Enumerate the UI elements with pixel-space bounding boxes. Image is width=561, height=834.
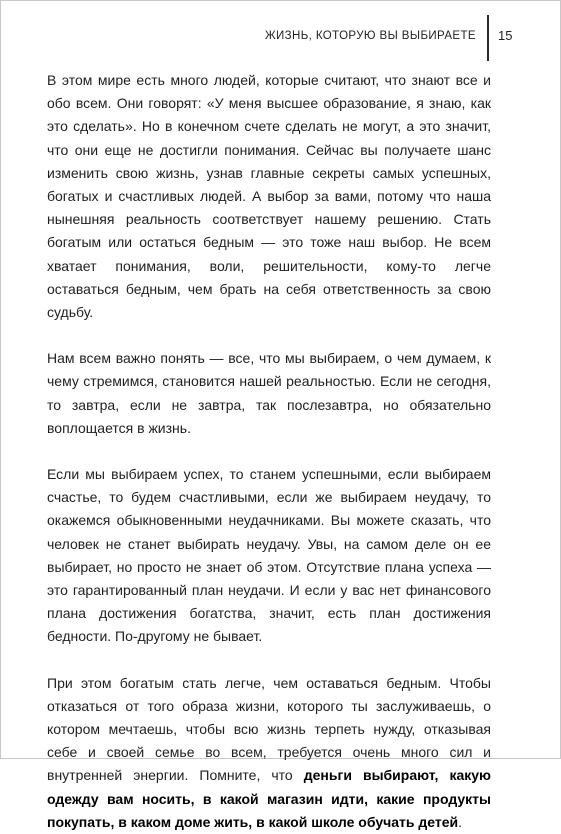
page-number: 15 [498, 28, 513, 43]
running-title: ЖИЗНЬ, КОТОРУЮ ВЫ ВЫБИРАЕТЕ [264, 30, 476, 42]
running-head [1, 21, 561, 53]
paragraph-4-intro: При этом богатым стать легче, чем оставаться бедным. Чтобы отказаться от того образа жизни, которого ты заслуживаешь, о котором мечтаешь, чтобы всю жизнь терпеть нужду, отказывая себе и своей семье во всем, требуется очень много сил и внутренней энергии. Помните, что [47, 674, 491, 784]
paragraph-4-end: . [458, 813, 463, 830]
paragraph-2: Нам всем важно понять — все, что мы выбираем, о чем думаем, к чему стремимся, становится нашей реальностью. Если не сегодня, то завтра, если не завтра, так послезавтра, но обязательно воплощается в жизнь. [47, 350, 491, 436]
paragraph-4 [47, 672, 491, 834]
paragraph-1: В этом мире есть много людей, которые считают, что знают все и обо всем. Они говорят: «У меня высшее образование, я знаю, как это сделать». Но в конечном счете сделать не могут, а это значит, что они еще не достигли понимания. Сейчас вы получаете шанс изменить свою жизнь, узнав главные секреты самых успешных, богатых и счастливых людей. А выбор за вами, потому что наша нынешняя реальность соответствует нашему решению. Стать богатым или остаться бедным — это тоже наш выбор. Не всем хватает понимания, воли, решительности, кому-то легче оставаться бедным, чем брать на себя ответственность за свою судьбу. [47, 72, 491, 321]
paragraph-4-emphasis: деньги выбирают, какую одежду вам носить, в какой магазин идти, какие продукты покупать, в каком доме жить, в какой школе обучать детей [47, 767, 491, 830]
header-divider [487, 15, 489, 61]
paragraph-3: Если мы выбираем успех, то станем успешными, если выбираем счастье, то будем счастливыми, если же выбираем неудачу, то окажемся обыкновенными неудачниками. Вы можете сказать, что человек не станет выбирать неудачу. Увы, на самом деле он ее выбирает, но просто не знает об этом. Отсутствие плана успеха — это гарантированный план неудачи. И если у вас нет финансового плана достижения богатства, значит, есть план достижения бедности. По-другому не бывает. [47, 466, 491, 645]
body-text [47, 69, 491, 834]
